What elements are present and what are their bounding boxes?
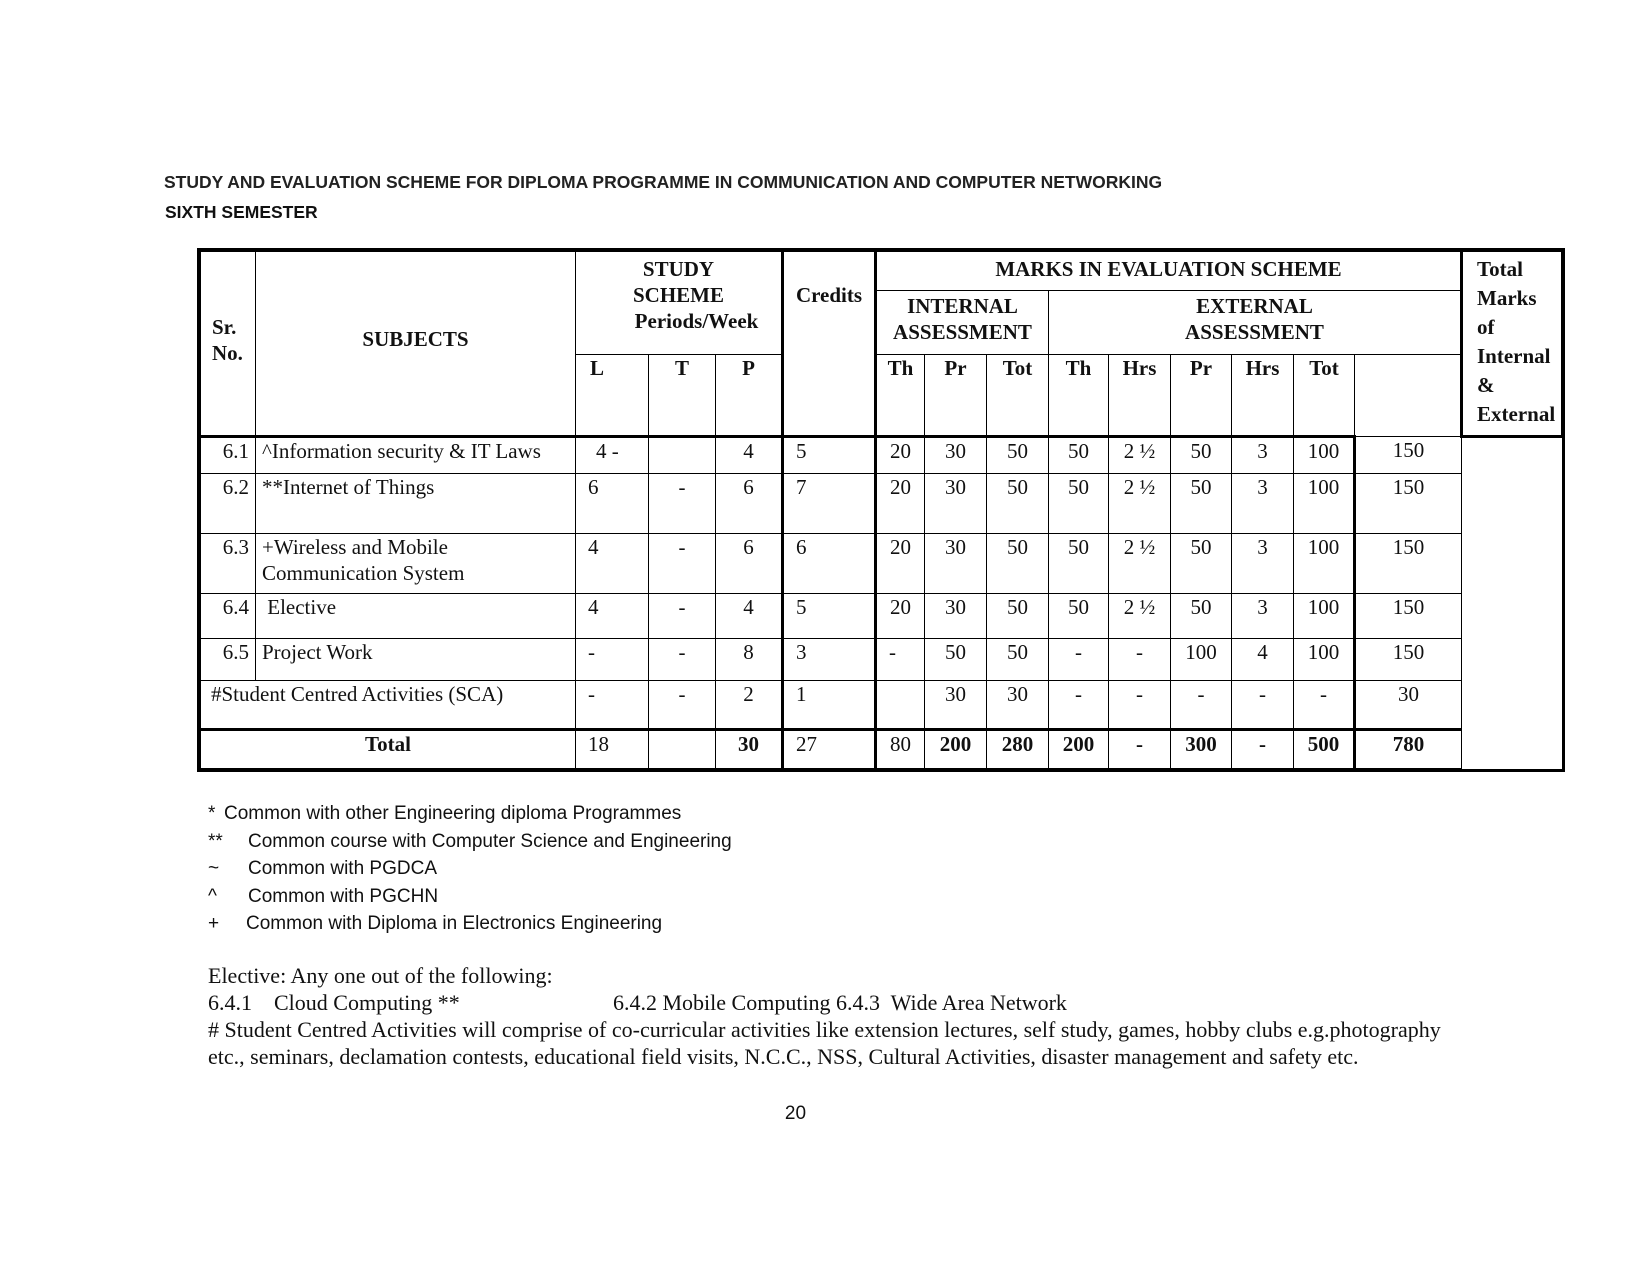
total-marks-cell: 150: [1355, 534, 1462, 594]
external-tot-cell: 100: [1294, 594, 1355, 639]
internal-pr-cell: 30: [925, 474, 987, 534]
lecture-cell: 4: [576, 534, 649, 594]
subject-cell: Project Work: [256, 639, 576, 681]
practical-cell: 8: [716, 639, 783, 681]
external-hrs-cell: 2 ½: [1109, 437, 1171, 474]
external-hrs-cell-2: 3: [1232, 437, 1294, 474]
sr-no-cell: 6.1: [201, 437, 256, 474]
external-pr-cell: 100: [1171, 639, 1232, 681]
header-row-1: [201, 252, 1562, 291]
external-th-cell: 50: [1049, 437, 1109, 474]
external-tot-cell: 100: [1294, 474, 1355, 534]
footnote-text: Common with PGCHN: [248, 885, 439, 907]
footnote: [208, 800, 732, 828]
footnote-symbol: ~: [208, 858, 220, 879]
external-hrs-cell-2: 3: [1232, 594, 1294, 639]
footnotes: [208, 800, 732, 938]
external-th-cell: 50: [1049, 534, 1109, 594]
credits-header: Credits: [783, 252, 876, 437]
subject-cell-line2: Communication System: [262, 561, 465, 585]
practical-cell: 2: [716, 681, 783, 730]
footnote-text: Common with Diploma in Electronics Engineering: [246, 913, 663, 934]
tutorial-header: T: [649, 355, 716, 437]
internal-tot-cell: 50: [987, 594, 1049, 639]
credits-cell: 5: [783, 437, 876, 474]
credits-cell: 6: [783, 534, 876, 594]
elective-option-2: 6.4.2 Mobile Computing 6.4.3 Wide Area Network: [613, 990, 1067, 1015]
external-pr-cell: 50: [1171, 474, 1232, 534]
footnote: [208, 828, 732, 856]
external-th-header: Th: [1049, 355, 1109, 437]
grand-total: 780: [1355, 730, 1462, 769]
external-th-cell: 50: [1049, 474, 1109, 534]
internal-pr-cell: 30: [925, 681, 987, 730]
table-row: [201, 534, 1562, 594]
total-marks-header-line3: of: [1477, 315, 1495, 339]
internal-th-cell: 20: [876, 437, 925, 474]
footnote-symbol: +: [208, 913, 220, 934]
total-marks-header-line6: External: [1477, 402, 1556, 426]
external-assessment-header: EXTERNAL: [1196, 294, 1313, 318]
external-hrs-header: Hrs: [1109, 355, 1171, 437]
lecture-cell: -: [576, 681, 649, 730]
sr-no-cell: 6.3: [201, 534, 256, 594]
table-row: [201, 437, 1562, 474]
practical-header: P: [716, 355, 783, 437]
external-tot-cell: 100: [1294, 437, 1355, 474]
external-tot-cell: 100: [1294, 639, 1355, 681]
external-hrs-cell: -: [1109, 639, 1171, 681]
external-hrs-cell-2: 3: [1232, 474, 1294, 534]
total-marks-header-line2: Marks: [1477, 286, 1537, 310]
tutorial-cell: [649, 437, 716, 474]
external-tot-cell: -: [1294, 681, 1355, 730]
total-marks-cell: 30: [1355, 681, 1462, 730]
lecture-header: L: [576, 355, 649, 437]
sca-row: [201, 681, 1562, 730]
tutorial-cell: -: [649, 594, 716, 639]
credits-cell: 3: [783, 639, 876, 681]
external-pr-cell: 50: [1171, 534, 1232, 594]
internal-pr-cell: 30: [925, 594, 987, 639]
total-marks-cell: 150: [1355, 474, 1462, 534]
internal-tot-cell: 30: [987, 681, 1049, 730]
credits-cell: 7: [783, 474, 876, 534]
practical-cell: 6: [716, 534, 783, 594]
internal-pr-cell: 30: [925, 534, 987, 594]
internal-tot-cell: 50: [987, 474, 1049, 534]
sr-no-header: Sr.: [212, 315, 237, 339]
subject-cell: Elective: [256, 594, 576, 639]
external-hrs-header-2: Hrs: [1232, 355, 1294, 437]
tutorial-total: [649, 730, 716, 769]
lecture-cell: -: [576, 639, 649, 681]
semester-heading: SIXTH SEMESTER: [165, 202, 318, 222]
study-scheme-header: STUDY: [642, 257, 715, 281]
footnote-text: Common course with Computer Science and Engineering: [248, 830, 732, 852]
tutorial-cell: -: [649, 639, 716, 681]
tutorial-cell: -: [649, 534, 716, 594]
credits-total: 27: [783, 730, 876, 769]
internal-th-cell: 20: [876, 534, 925, 594]
lecture-cell: 4: [576, 594, 649, 639]
internal-tot-cell: 50: [987, 639, 1049, 681]
internal-tot-cell: 50: [987, 437, 1049, 474]
internal-pr-cell: 30: [925, 437, 987, 474]
total-marks-header: Total: [1477, 257, 1523, 281]
internal-tot-cell: 50: [987, 534, 1049, 594]
internal-tot-total: 280: [987, 730, 1049, 769]
evaluation-scheme-table: [200, 251, 1562, 769]
internal-pr-cell: 50: [925, 639, 987, 681]
sr-no-cell: 6.5: [201, 639, 256, 681]
external-pr-cell: -: [1171, 681, 1232, 730]
total-marks-cell: 150: [1355, 594, 1462, 639]
subject-cell: +Wireless and Mobile: [262, 535, 448, 559]
external-hrs-cell-2: 3: [1232, 534, 1294, 594]
internal-tot-header: Tot: [987, 355, 1049, 437]
total-marks-header-line5: &: [1477, 373, 1495, 397]
external-assessment-header-line2: ASSESSMENT: [1185, 320, 1324, 344]
footnote: [208, 855, 732, 883]
sca-note: # Student Centred Activities will comprise of co-curricular activities like extension lectures, self study, games, hobby clubs e.g.photography etc., seminars, declamation contests, educational field visits, N.C.C., NSS, Cultural Activities, disaster management and safety etc.: [208, 1017, 1441, 1069]
external-tot-header: Tot: [1294, 355, 1355, 437]
total-marks-cell: 150: [1355, 437, 1462, 474]
external-tot-total: 500: [1294, 730, 1355, 769]
external-th-total: 200: [1049, 730, 1109, 769]
credits-cell: 5: [783, 594, 876, 639]
study-scheme-header-line3: Periods/Week: [634, 309, 759, 333]
external-th-cell: -: [1049, 639, 1109, 681]
total-row: [201, 730, 1562, 769]
subject-cell: ^Information security & IT Laws: [256, 437, 576, 474]
tutorial-cell: -: [649, 474, 716, 534]
lecture-cell: 4 -: [576, 437, 649, 474]
external-pr-header: Pr: [1171, 355, 1232, 437]
external-pr-total: 300: [1171, 730, 1232, 769]
elective-section: [208, 962, 1458, 1070]
external-hrs-cell: 2 ½: [1109, 534, 1171, 594]
elective-option-1: 6.4.1 Cloud Computing **: [208, 990, 460, 1015]
study-scheme-header-line2: SCHEME: [632, 283, 724, 307]
external-hrs-total-2: -: [1232, 730, 1294, 769]
table-row: [201, 639, 1562, 681]
internal-assessment-header: INTERNAL: [907, 294, 1018, 318]
table-row: [201, 474, 1562, 534]
external-hrs-cell: 2 ½: [1109, 594, 1171, 639]
internal-th-cell: 20: [876, 594, 925, 639]
external-pr-cell: 50: [1171, 437, 1232, 474]
document-title: STUDY AND EVALUATION SCHEME FOR DIPLOMA PROGRAMME IN COMMUNICATION AND COMPUTER NETWORKING: [164, 172, 1163, 192]
subject-cell: **Internet of Things: [256, 474, 576, 534]
table-row: [201, 594, 1562, 639]
external-hrs-cell: 2 ½: [1109, 474, 1171, 534]
external-th-cell: 50: [1049, 594, 1109, 639]
practical-cell: 4: [716, 594, 783, 639]
footnote: [208, 883, 732, 911]
practical-total: 30: [716, 730, 783, 769]
external-tot-cell: 100: [1294, 534, 1355, 594]
lecture-cell: 6: [576, 474, 649, 534]
sr-no-cell: 6.4: [201, 594, 256, 639]
footnote-symbol: *: [208, 803, 216, 824]
footnote-symbol: ^: [208, 885, 217, 907]
internal-th-cell: -: [876, 639, 925, 681]
external-th-cell: -: [1049, 681, 1109, 730]
internal-th-cell: [876, 681, 925, 730]
total-label: Total: [201, 730, 576, 769]
lecture-total: 18: [576, 730, 649, 769]
credits-cell: 1: [783, 681, 876, 730]
internal-th-header: Th: [876, 355, 925, 437]
footnote-symbol: **: [208, 830, 223, 852]
total-marks-header-line4: Internal: [1477, 344, 1551, 368]
practical-cell: 4: [716, 437, 783, 474]
elective-intro: Elective: Any one out of the following:: [208, 963, 553, 988]
tutorial-cell: -: [649, 681, 716, 730]
subjects-header: SUBJECTS: [256, 252, 576, 437]
footnote-text: Common with PGDCA: [248, 858, 437, 879]
internal-assessment-header-line2: ASSESSMENT: [893, 320, 1032, 344]
practical-cell: 6: [716, 474, 783, 534]
external-hrs-cell-2: 4: [1232, 639, 1294, 681]
marks-header: MARKS IN EVALUATION SCHEME: [876, 252, 1462, 291]
internal-pr-total: 200: [925, 730, 987, 769]
external-hrs-cell: -: [1109, 681, 1171, 730]
sr-no-header-line2: No.: [212, 341, 243, 365]
total-marks-cell: 150: [1355, 639, 1462, 681]
sr-no-cell: 6.2: [201, 474, 256, 534]
subject-cell: #Student Centred Activities (SCA): [201, 681, 576, 730]
footnote-text: Common with other Engineering diploma Programmes: [224, 803, 682, 824]
internal-pr-header: Pr: [925, 355, 987, 437]
external-pr-cell: 50: [1171, 594, 1232, 639]
external-hrs-cell-2: -: [1232, 681, 1294, 730]
external-hrs-total: -: [1109, 730, 1171, 769]
footnote: [208, 910, 732, 938]
internal-th-total: 80: [876, 730, 925, 769]
internal-th-cell: 20: [876, 474, 925, 534]
page-number: 20: [784, 1103, 807, 1124]
